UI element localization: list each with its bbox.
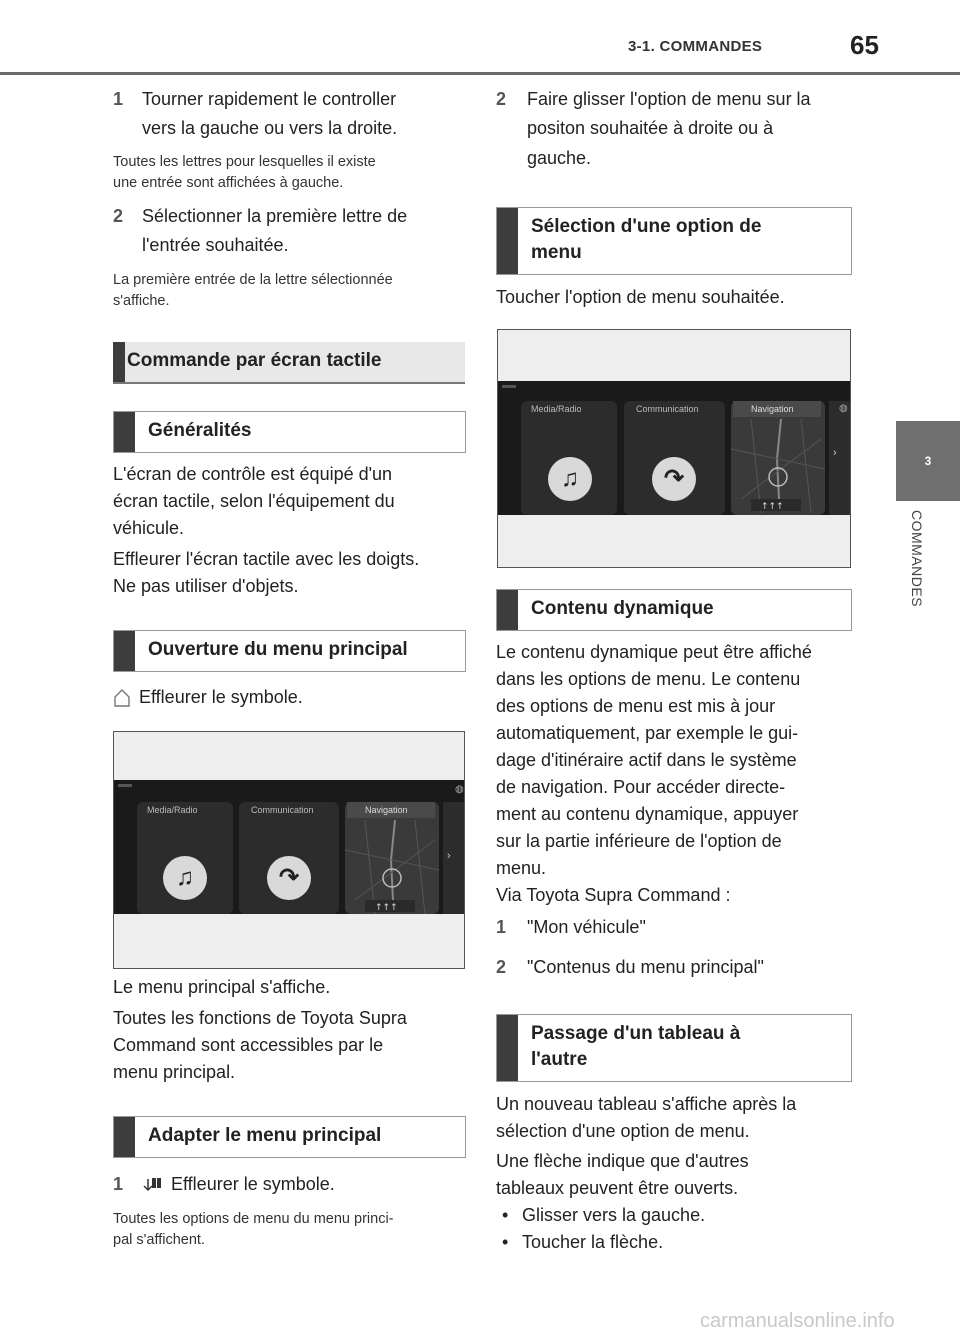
adjust-menu-icon	[142, 1177, 164, 1193]
subheading-dynamic-content	[496, 589, 852, 631]
paragraph-menu-shown: Le menu principal s'affiche.	[113, 977, 331, 997]
home-icon	[113, 688, 131, 708]
paragraph-dynamic	[496, 639, 856, 882]
heading-line: menu	[531, 242, 582, 263]
list-item	[496, 1202, 851, 1229]
heading-bar	[497, 590, 518, 630]
heading-line: Passage d'un tableau à	[531, 1023, 741, 1044]
step-text-line2: vers la gauche ou vers la droite.	[142, 118, 398, 138]
subheading-switch-panels	[496, 1014, 852, 1082]
para-line: véhicule.	[113, 518, 185, 538]
subheading-general	[113, 411, 466, 453]
step-text-line1: Faire glisser l'option de menu sur la	[527, 89, 811, 109]
step-adapt	[113, 1170, 463, 1199]
tile-label-navigation: Navigation	[365, 805, 408, 815]
bullet-list	[496, 1202, 851, 1256]
para-line: Une flèche indique que d'autres	[496, 1151, 749, 1171]
via-step-1	[496, 913, 851, 942]
step-text-line2: positon souhaitée à droite ou à	[527, 118, 774, 138]
phone-icon: ↷	[267, 856, 311, 900]
bullet-dot: •	[502, 1232, 509, 1252]
subheading-adapt-menu	[113, 1116, 466, 1158]
globe-icon: ◍	[455, 784, 464, 795]
paragraph-new-panel	[496, 1091, 851, 1145]
para-line: des options de menu est mis à jour	[496, 696, 776, 716]
tile-communication	[239, 802, 339, 914]
para-line: dage d'itinéraire actif dans le système	[496, 750, 797, 770]
step-2-drag	[496, 85, 851, 175]
paragraph-arrow	[496, 1148, 851, 1202]
map-thumbnail	[731, 419, 825, 515]
heading-bar	[497, 208, 518, 274]
heading-underline	[113, 382, 465, 384]
heading-line: l'autre	[531, 1049, 588, 1070]
paragraph-fingers	[113, 546, 463, 600]
paragraph-all-functions	[113, 1005, 463, 1086]
note-line: une entrée sont affichées à gauche.	[113, 175, 344, 191]
globe-icon: ◍	[839, 403, 848, 414]
step-text-line1: Sélectionner la première lettre de	[142, 206, 408, 226]
heading-text: Commande par écran tactile	[127, 350, 382, 371]
via-step-2	[496, 953, 851, 982]
para-line: sur la partie inférieure de l'option de	[496, 831, 782, 851]
subheading-select-option	[496, 207, 852, 275]
paragraph-touchscreen	[113, 461, 463, 542]
tile-label-navigation: Navigation	[751, 404, 794, 414]
step-text-line1: Tourner rapidement le controller	[142, 89, 397, 109]
para-line: dans les options de menu. Le contenu	[496, 669, 801, 689]
step-number: 2	[496, 957, 507, 977]
tile-navigation	[345, 802, 439, 914]
heading-bar	[497, 1015, 518, 1081]
para-line: de navigation. Pour accéder directe-	[496, 777, 786, 797]
para-line: Un nouveau tableau s'affiche après la	[496, 1094, 797, 1114]
para-line: menu principal.	[113, 1062, 236, 1082]
chevron-right-icon: ›	[833, 447, 837, 459]
tile-communication	[624, 401, 725, 515]
list-item-text: Glisser vers la gauche.	[522, 1205, 706, 1225]
heading-line: Sélection d'une option de	[531, 216, 762, 237]
heading-text: Adapter le menu principal	[148, 1125, 382, 1146]
para-line: ment au contenu dynamique, appuyer	[496, 804, 799, 824]
step-text-line2: l'entrée souhaitée.	[142, 235, 289, 255]
heading-text: Contenu dynamique	[531, 598, 714, 619]
header-rule	[0, 72, 960, 75]
note-letters	[113, 152, 463, 194]
step-1-rotate	[113, 85, 463, 145]
heading-text	[531, 214, 843, 266]
paragraph-tap-home	[113, 684, 463, 712]
chapter-tab: 3	[896, 421, 960, 501]
heading-text: Généralités	[148, 420, 252, 441]
page-number: 65	[850, 30, 879, 60]
note-line: Toutes les lettres pour lesquelles il existe	[113, 154, 376, 170]
step-number: 1	[113, 1174, 124, 1194]
step-number: 1	[113, 89, 124, 109]
heading-bar	[114, 1117, 135, 1157]
para-line: Le contenu dynamique peut être affiché	[496, 642, 812, 662]
subheading-open-menu	[113, 630, 466, 672]
heading-text: Ouverture du menu principal	[148, 639, 408, 660]
step-number: 1	[496, 917, 507, 937]
tile-label-media: Media/Radio	[531, 404, 582, 414]
screenshot-main-menu	[113, 731, 465, 969]
para-line: écran tactile, selon l'équipement du	[113, 491, 395, 511]
music-note-icon: ♫	[548, 457, 592, 501]
tile-media	[521, 401, 617, 515]
para-line: Ne pas utiliser d'objets.	[113, 576, 299, 596]
list-item-text: Toucher la flèche.	[522, 1232, 664, 1252]
note-line: Toutes les options de menu du menu princi-	[113, 1211, 394, 1227]
paragraph-via: Via Toyota Supra Command :	[496, 885, 731, 905]
tile-media	[137, 802, 233, 914]
note-first-entry	[113, 270, 463, 312]
para-line: tableaux peuvent être ouverts.	[496, 1178, 739, 1198]
para-line: menu.	[496, 858, 547, 878]
bullet-dot: •	[502, 1205, 509, 1225]
para-text: Effleurer le symbole.	[139, 687, 303, 707]
chapter-tab-label	[895, 510, 931, 650]
chapter-tab-label-text: COMMANDES	[909, 510, 925, 608]
step-2-select-letter	[113, 202, 463, 262]
para-line: Toutes les fonctions de Toyota Supra	[113, 1008, 407, 1028]
tile-label-communication: Communication	[251, 805, 314, 815]
section-heading-touch	[113, 342, 465, 382]
step-number: 2	[496, 89, 507, 109]
heading-bar	[114, 631, 135, 671]
note-line: La première entrée de la lettre sélectionnée	[113, 272, 393, 288]
chevron-right-icon: ›	[447, 850, 451, 862]
note-all-options	[113, 1209, 463, 1251]
note-line: pal s'affichent.	[113, 1232, 205, 1248]
tile-label-media: Media/Radio	[147, 805, 198, 815]
para-line: Effleurer l'écran tactile avec les doigts.	[113, 549, 420, 569]
list-item	[496, 1229, 851, 1256]
svg-text:↑↑↑: ↑↑↑	[375, 903, 398, 913]
step-number: 2	[113, 206, 124, 226]
para-line: sélection d'une option de menu.	[496, 1121, 750, 1141]
para-line: L'écran de contrôle est équipé d'un	[113, 464, 393, 484]
idrive-screen	[498, 381, 850, 515]
heading-bar	[114, 412, 135, 452]
music-note-icon: ♫	[163, 856, 207, 900]
screenshot-select-option	[497, 329, 851, 568]
status-indicator	[502, 385, 516, 388]
step-text: "Mon véhicule"	[527, 917, 646, 937]
status-indicator	[118, 784, 132, 787]
running-header-section: 3-1. COMMANDES	[628, 38, 763, 55]
heading-bar	[113, 342, 125, 382]
map-thumbnail	[345, 820, 439, 914]
paragraph-touch-option: Toucher l'option de menu souhaitée.	[496, 287, 785, 307]
heading-text	[531, 1021, 843, 1073]
note-line: s'affiche.	[113, 293, 170, 309]
phone-icon: ↷	[652, 457, 696, 501]
idrive-screen	[114, 780, 464, 914]
para-line: Command sont accessibles par le	[113, 1035, 384, 1055]
step-text: Effleurer le symbole.	[171, 1174, 335, 1194]
tile-label-communication: Communication	[636, 404, 699, 414]
para-line: automatiquement, par exemple le gui-	[496, 723, 799, 743]
svg-text:↑↑↑: ↑↑↑	[761, 502, 784, 512]
step-text-line3: gauche.	[527, 148, 592, 168]
tile-navigation	[731, 401, 825, 515]
watermark: carmanualsonline.info	[700, 1310, 895, 1332]
step-text: "Contenus du menu principal"	[527, 957, 764, 977]
